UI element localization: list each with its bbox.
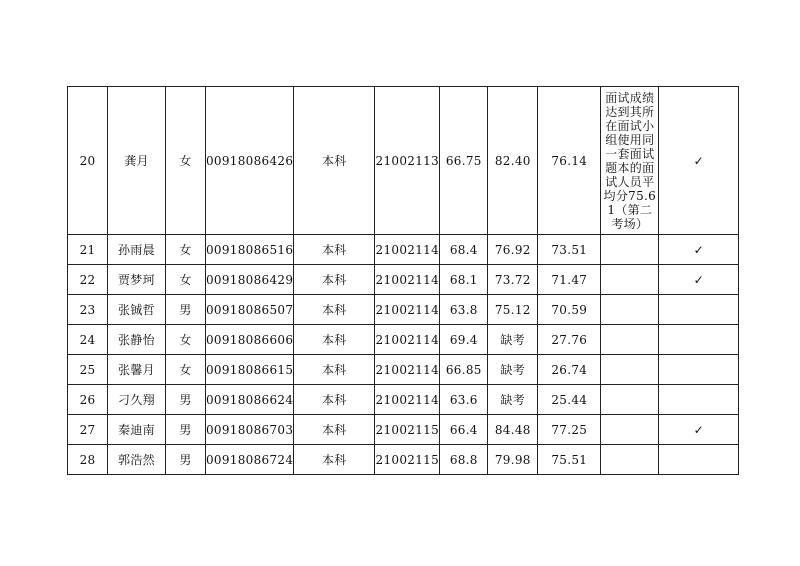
cell-note bbox=[601, 265, 659, 295]
cell-total: 73.51 bbox=[538, 235, 601, 265]
cell-education: 本科 bbox=[294, 87, 375, 235]
cell-name: 张静怡 bbox=[108, 325, 166, 355]
table-row bbox=[68, 87, 739, 235]
cell-education: 本科 bbox=[294, 385, 375, 415]
table-row bbox=[68, 325, 739, 355]
cell-total: 27.76 bbox=[538, 325, 601, 355]
cell-interview: 84.48 bbox=[488, 415, 538, 445]
cell-education: 本科 bbox=[294, 355, 375, 385]
cell-position: 21002115 bbox=[375, 445, 440, 475]
checkmark-icon: ✓ bbox=[659, 415, 739, 445]
cell-written: 63.6 bbox=[440, 385, 488, 415]
cell-written: 68.4 bbox=[440, 235, 488, 265]
cell-name: 刁久翔 bbox=[108, 385, 166, 415]
cell-note bbox=[601, 355, 659, 385]
table-row bbox=[68, 385, 739, 415]
cell-note bbox=[601, 385, 659, 415]
cell-education: 本科 bbox=[294, 415, 375, 445]
checkmark-icon: ✓ bbox=[659, 235, 739, 265]
cell-gender: 女 bbox=[166, 265, 206, 295]
checkmark-icon bbox=[659, 385, 739, 415]
cell-ticket: 00918086507 bbox=[206, 295, 294, 325]
cell-note bbox=[601, 415, 659, 445]
score-table-body bbox=[68, 87, 739, 475]
cell-total: 75.51 bbox=[538, 445, 601, 475]
cell-no: 25 bbox=[68, 355, 108, 385]
cell-total: 70.59 bbox=[538, 295, 601, 325]
cell-written: 68.8 bbox=[440, 445, 488, 475]
cell-name: 贾梦珂 bbox=[108, 265, 166, 295]
checkmark-icon: ✓ bbox=[659, 265, 739, 295]
cell-ticket: 00918086624 bbox=[206, 385, 294, 415]
cell-gender: 男 bbox=[166, 445, 206, 475]
cell-gender: 男 bbox=[166, 385, 206, 415]
cell-education: 本科 bbox=[294, 235, 375, 265]
cell-education: 本科 bbox=[294, 325, 375, 355]
cell-no: 26 bbox=[68, 385, 108, 415]
checkmark-icon bbox=[659, 355, 739, 385]
cell-note bbox=[601, 295, 659, 325]
cell-total: 26.74 bbox=[538, 355, 601, 385]
cell-note bbox=[601, 445, 659, 475]
cell-gender: 女 bbox=[166, 87, 206, 235]
table-row bbox=[68, 235, 739, 265]
cell-position: 21002114 bbox=[375, 235, 440, 265]
cell-name: 张铖哲 bbox=[108, 295, 166, 325]
cell-position: 21002114 bbox=[375, 355, 440, 385]
cell-interview: 缺考 bbox=[488, 325, 538, 355]
cell-interview: 79.98 bbox=[488, 445, 538, 475]
cell-ticket: 00918086615 bbox=[206, 355, 294, 385]
cell-no: 28 bbox=[68, 445, 108, 475]
cell-name: 郭浩然 bbox=[108, 445, 166, 475]
cell-written: 63.8 bbox=[440, 295, 488, 325]
cell-interview: 76.92 bbox=[488, 235, 538, 265]
cell-education: 本科 bbox=[294, 265, 375, 295]
cell-written: 66.85 bbox=[440, 355, 488, 385]
cell-written: 69.4 bbox=[440, 325, 488, 355]
table-row bbox=[68, 415, 739, 445]
cell-position: 21002114 bbox=[375, 325, 440, 355]
cell-ticket: 00918086703 bbox=[206, 415, 294, 445]
cell-interview: 73.72 bbox=[488, 265, 538, 295]
cell-gender: 男 bbox=[166, 415, 206, 445]
cell-ticket: 00918086426 bbox=[206, 87, 294, 235]
cell-written: 66.4 bbox=[440, 415, 488, 445]
cell-note bbox=[601, 235, 659, 265]
cell-interview: 缺考 bbox=[488, 385, 538, 415]
cell-position: 21002114 bbox=[375, 295, 440, 325]
cell-name: 秦迪南 bbox=[108, 415, 166, 445]
cell-interview: 82.40 bbox=[488, 87, 538, 235]
cell-position: 21002114 bbox=[375, 385, 440, 415]
cell-gender: 女 bbox=[166, 355, 206, 385]
table-row bbox=[68, 355, 739, 385]
cell-ticket: 00918086606 bbox=[206, 325, 294, 355]
cell-position: 21002114 bbox=[375, 265, 440, 295]
cell-total: 25.44 bbox=[538, 385, 601, 415]
checkmark-icon: ✓ bbox=[659, 87, 739, 235]
cell-ticket: 00918086429 bbox=[206, 265, 294, 295]
cell-interview: 缺考 bbox=[488, 355, 538, 385]
cell-ticket: 00918086516 bbox=[206, 235, 294, 265]
cell-no: 24 bbox=[68, 325, 108, 355]
cell-education: 本科 bbox=[294, 295, 375, 325]
cell-name: 张馨月 bbox=[108, 355, 166, 385]
cell-written: 66.75 bbox=[440, 87, 488, 235]
cell-no: 23 bbox=[68, 295, 108, 325]
table-row bbox=[68, 295, 739, 325]
cell-education: 本科 bbox=[294, 445, 375, 475]
cell-name: 龚月 bbox=[108, 87, 166, 235]
cell-no: 27 bbox=[68, 415, 108, 445]
cell-no: 20 bbox=[68, 87, 108, 235]
table-row bbox=[68, 445, 739, 475]
cell-no: 22 bbox=[68, 265, 108, 295]
cell-gender: 女 bbox=[166, 235, 206, 265]
cell-total: 76.14 bbox=[538, 87, 601, 235]
score-table bbox=[67, 86, 739, 475]
cell-position: 21002115 bbox=[375, 415, 440, 445]
cell-written: 68.1 bbox=[440, 265, 488, 295]
cell-gender: 男 bbox=[166, 295, 206, 325]
checkmark-icon bbox=[659, 325, 739, 355]
cell-total: 77.25 bbox=[538, 415, 601, 445]
cell-position: 21002113 bbox=[375, 87, 440, 235]
table-row bbox=[68, 265, 739, 295]
cell-interview: 75.12 bbox=[488, 295, 538, 325]
cell-no: 21 bbox=[68, 235, 108, 265]
cell-name: 孙雨晨 bbox=[108, 235, 166, 265]
cell-total: 71.47 bbox=[538, 265, 601, 295]
cell-gender: 女 bbox=[166, 325, 206, 355]
cell-note: 面试成绩达到其所在面试小组使用同一套面试题本的面试人员平均分75.61（第二考场） bbox=[601, 87, 659, 235]
checkmark-icon bbox=[659, 295, 739, 325]
cell-note bbox=[601, 325, 659, 355]
cell-ticket: 00918086724 bbox=[206, 445, 294, 475]
checkmark-icon bbox=[659, 445, 739, 475]
